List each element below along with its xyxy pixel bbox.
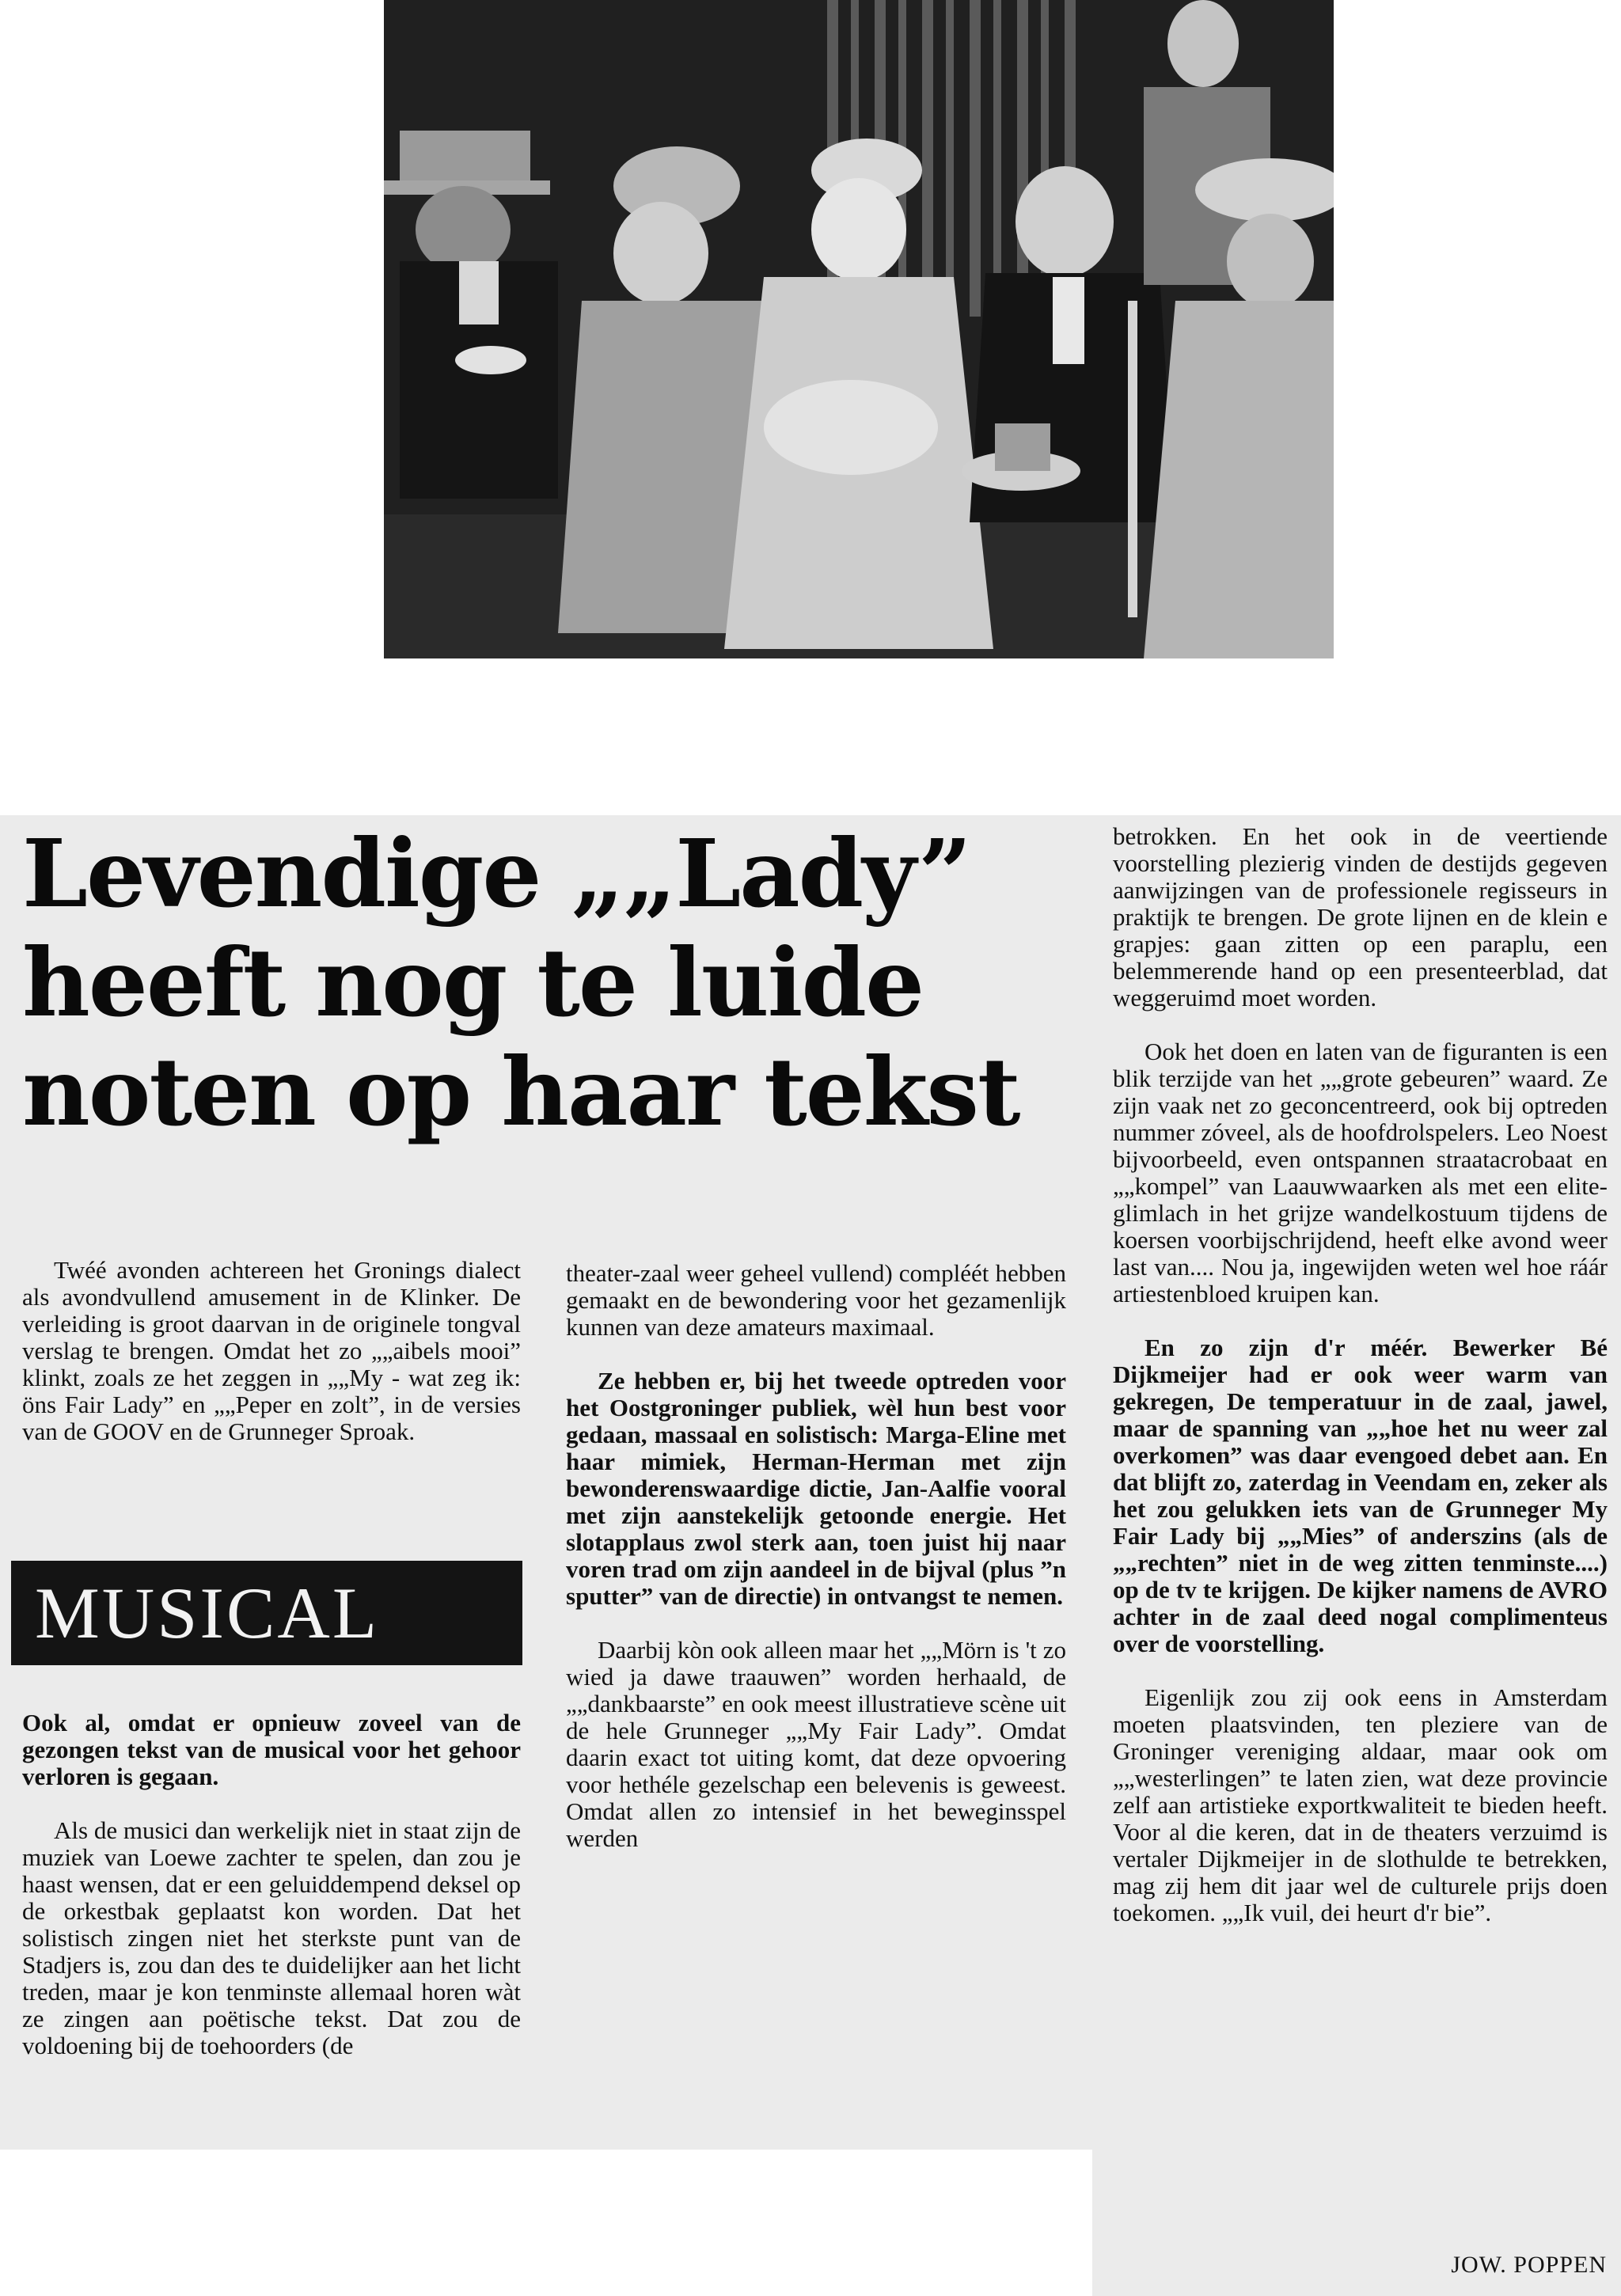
byline: JOW. POPPEN — [1451, 2252, 1607, 2278]
paragraph: Eigenlijk zou zij ook eens in Amsterdam moeten plaatsvinden, ten pleziere van de Groninger vereniging aldaar, maar ook om „„westerlingen” te laten zien, wat deze provincie zelf aan artistieke exportkwaliteit te bieden heeft. Voor al die keren, dat in de theaters verzuimd is vertaler Dijkmeijer in de slothulde te betrekken, mag zij hem dit jaar wel de culturele prijs doen toekomen. „„Ik vuil, dei heurt d'r bie”. — [1113, 1683, 1608, 1926]
paragraph: theater-zaal weer geheel vullend) compléét hebben gemaakt en de bewondering voor het gezamenlijk kunnen van deze amateurs maximaal. — [566, 1259, 1066, 1341]
paragraph: Ook het doen en laten van de figuranten is een blik terzijde van het „„grote gebeuren” waard. Ze zijn vaak net zo geconcentreerd, ook bij optreden nummer zóveel, als de hoofdrolspelers. Leo Noest bijvoorbeeld, even ontspannen straatacrobaat en „„kompel” van Laauwwaarken als met een elite-glimlach in het grijze wandelkostuum tijdens de koersen voorbijschrijdend, heeft elke avond weer last van.... Nou ja, ingewijden weten wel hoe ráár artiestenbloed kruipen kan. — [1113, 1038, 1608, 1307]
article-column-3 — [1113, 823, 1608, 1953]
paragraph: Daarbij kòn ook alleen maar het „„Mörn is 't zo wied ja dawe traauwen” worden herhaald, de „„dankbaarste” en ook meest illustratieve scène uit de hele Grunneger „„My Fair Lady”. Omdat daarin exact tot uiting komt, dat deze opvoering voor hethéle gezelschap een belevenis is geweest. Omdat allen zo intensief in het beweginsspel werden — [566, 1636, 1066, 1852]
paragraph: Twéé avonden achtereen het Gronings dialect als avondvullend amusement in de Klinker. De verleiding is groot daarvan in de originele tongval verslag te brengen. Omdat het zo „„aibels mooi” klinkt, zoals ze het zeggen in „„My - wat zeg ik: öns Fair Lady” en „„Peper en zolt”, in de versies van de GOOV en de Grunneger Sproak. — [22, 1256, 521, 1445]
paragraph: Ook al, omdat er opnieuw zoveel van de gezongen tekst van de musical voor het gehoor verloren is gegaan. — [22, 1709, 521, 1790]
headline-line-1: Levendige „„Lady” — [22, 818, 970, 928]
headline — [22, 819, 1083, 1147]
article-column-2 — [566, 1260, 1066, 1879]
headline-line-2: heeft nog te luide — [22, 928, 924, 1038]
paragraph: Ze hebben er, bij het tweede optreden voor het Oostgroninger publiek, wèl hun best voor gedaan, massaal en solistisch: Marga-Eline met haar mimiek, Herman-Herman met zijn bewonderenswaardige dictie, Jan-Aalfie vooral met zijn aanstekelijk getoonde energie. Het slotapplaus zwol sterk aan, toen juist hij naar voren trad om zijn aandeel in de bijval (plus ”n sputter” van de directie) in ontvangst te nemen. — [566, 1367, 1066, 1610]
article-column-1 — [22, 1257, 521, 1472]
headline-line-3: noten op haar tekst — [22, 1037, 1019, 1147]
section-label: MUSICAL — [11, 1561, 522, 1665]
paragraph: betrokken. En het ook in de veertiende voorstelling plezierig vinden de destijds gegeven aanwijzingen van de professionele regisseurs in praktijk te brengen. De grote lijnen en de klein e grapjes: gaan zitten op een paraplu, een belemmerende hand op een presenteerblad, dat weggeruimd moet worden. — [1113, 822, 1608, 1011]
stage-photo — [384, 0, 1334, 658]
stage-photo-illustration — [384, 0, 1334, 658]
article-column-1-continued — [22, 1710, 521, 2086]
paragraph: En zo zijn d'r méér. Bewerker Bé Dijkmeijer had er ook weer warm van gekregen, De temperatuur in de zaal, jawel, maar de spanning van „„hoe het nu weer zal overkomen” was daar evengoed debet aan. En dat blijft zo, zaterdag in Veendam en, zeker als het zou gelukken iets van de Grunneger My Fair Lady bij „„Mies” of anderszins (als de „„rechten” niet in de weg zitten tenminste....) op de tv te krijgen. De kijker namens de AVRO achter in de zaal deed nogal complimenteus over de voorstelling. — [1113, 1334, 1608, 1657]
paragraph: Als de musici dan werkelijk niet in staat zijn de muziek van Loewe zachter te spelen, dan zou je haast wensen, dat er een geluiddempend deksel op de orkestbak geplaatst kon worden. Dat het solistisch zingen niet het sterkste punt van de Stadjers is, zou dan des te duidelijker aan het licht treden, maar je kon tenminste allemaal horen wàt ze zingen aan poëtische tekst. Dat zou de voldoening bij de toehoorders (de — [22, 1816, 521, 2059]
